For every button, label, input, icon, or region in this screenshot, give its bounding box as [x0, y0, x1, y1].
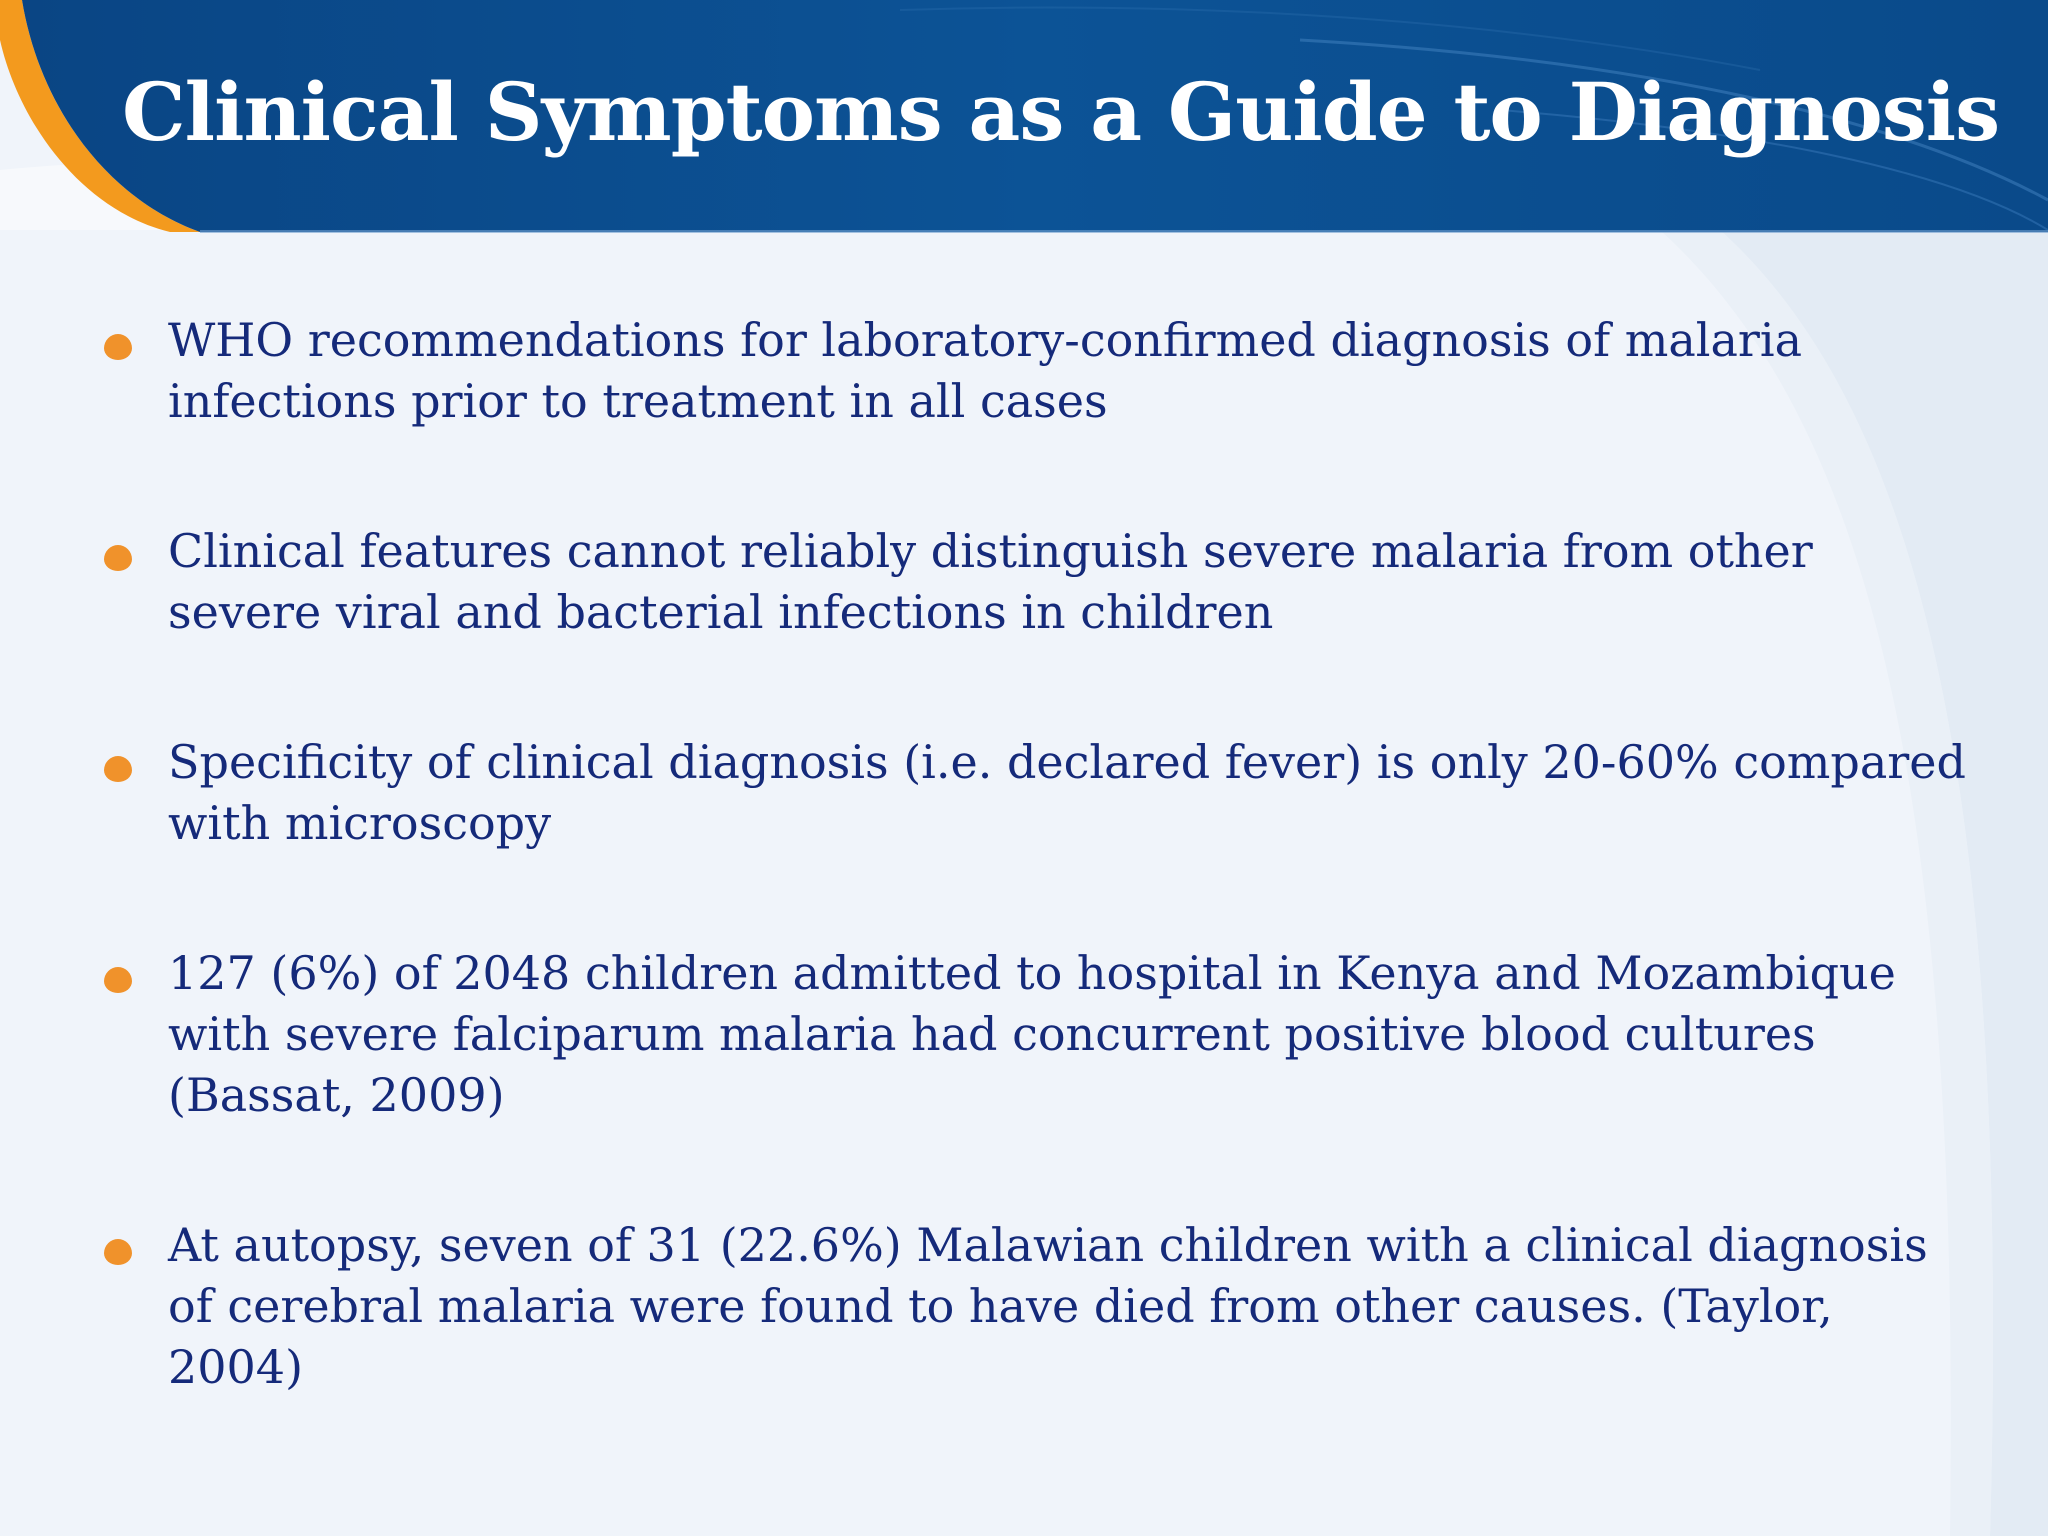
bullet-item — [100, 1215, 1980, 1398]
bullet-item — [100, 310, 1980, 432]
bullet-list — [100, 310, 1980, 1398]
bullet-text: Specificity of clinical diagnosis (i.e. declared fever) is only 20-60% compared with microscopy — [168, 735, 1966, 850]
bullet-dot-icon — [104, 545, 132, 571]
bullet-dot-icon — [104, 1239, 132, 1265]
slide-title: Clinical Symptoms as a Guide to Diagnosis — [122, 65, 2000, 159]
bullet-dot-icon — [104, 756, 132, 782]
bullet-item — [100, 943, 1980, 1126]
bullet-text: WHO recommendations for laboratory-confirmed diagnosis of malaria infections prior to treatment in all cases — [168, 313, 1803, 428]
bullet-dot-icon — [104, 967, 132, 993]
bullet-text: 127 (6%) of 2048 children admitted to hospital in Kenya and Mozambique with severe falciparum malaria had concurrent positive blood cultures (Bassat, 2009) — [168, 946, 1896, 1122]
bullet-text: Clinical features cannot reliably distinguish severe malaria from other severe viral and bacterial infections in children — [168, 524, 1813, 639]
bullet-item — [100, 732, 1980, 854]
bullet-text: At autopsy, seven of 31 (22.6%) Malawian children with a clinical diagnosis of cerebral malaria were found to have died from other causes. (Taylor, 2004) — [168, 1218, 1928, 1394]
bullet-dot-icon — [104, 334, 132, 360]
bullet-item — [100, 521, 1980, 643]
